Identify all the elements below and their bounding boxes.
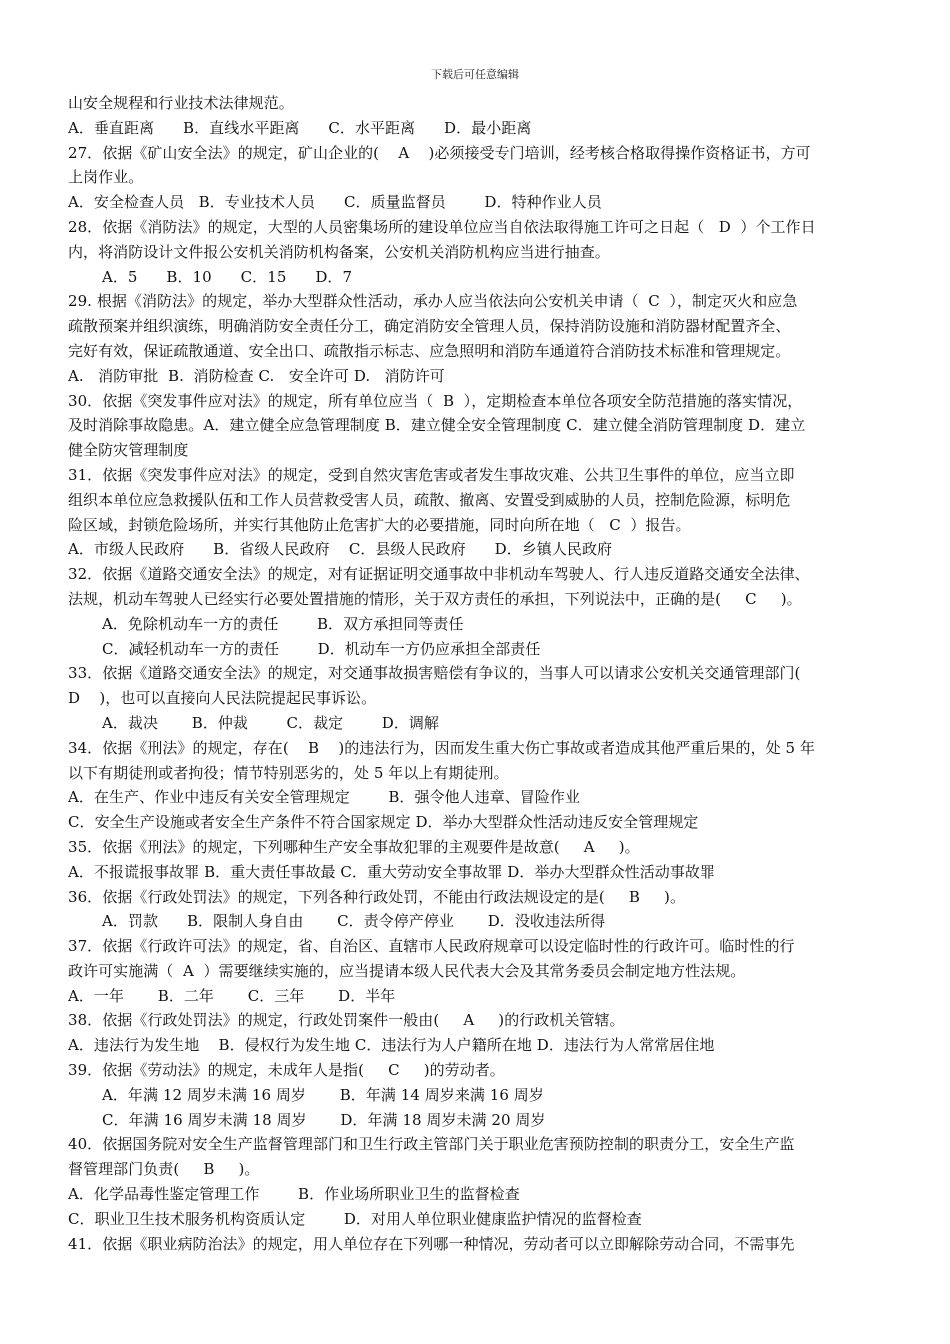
text-line: 督管理部门负责( B )。 <box>68 1160 260 1179</box>
document-body <box>68 91 890 1256</box>
text-line: A．市级人民政府 B．省级人民政府 C．县级人民政府 D．乡镇人民政府 <box>68 540 613 559</box>
text-line: 31．依据《突发事件应对法》的规定，受到自然灾害危害或者发生事故灾难、公共卫生事件的单位，应当立即 <box>68 465 795 484</box>
text-line: 及时消除事故隐患。A．建立健全应急管理制度 B．建立健全安全管理制度 C．建立健全消防管理制度 D．建立 <box>68 416 806 435</box>
text-line: 组织本单位应急救援队伍和工作人员营救受害人员，疏散、撤离、安置受到威胁的人员，控制危险源，标明危 <box>68 490 791 509</box>
text-line: 34．依据《刑法》的规定，存在( B )的违法行为，因而发生重大伤亡事故或者造成其他严重后果的，处 5 年 <box>68 738 815 757</box>
text-line: 山安全规程和行业技术法律规范。 <box>68 94 294 112</box>
text-line: 政许可实施满（ A ）需要继续实施的，应当提请本级人民代表大会及其常务委员会制定地方性法规。 <box>68 961 746 980</box>
text-line: 健全防灾管理制度 <box>68 441 189 460</box>
text-line: 28．依据《消防法》的规定，大型的人员密集场所的建设单位应当自依法取得施工许可之日起（ D ）个工作日 <box>68 217 816 236</box>
text-line: C．职业卫生技术服务机构资质认定 D．对用人单位职业健康监护情况的监督检查 <box>68 1209 642 1228</box>
text-line: A．免除机动车一方的责任 B．双方承担同等责任 <box>102 614 464 633</box>
text-line: 35．依据《刑法》的规定，下列哪种生产安全事故犯罪的主观要件是故意( A )。 <box>68 837 640 856</box>
text-line: 29. 根据《消防法》的规定，举办大型群众性活动，承办人应当依法向公安机关申请（ C ），制定灭火和应急 <box>68 292 798 311</box>
text-line: 险区域，封锁危险场所，并实行其他防止危害扩大的必要措施，同时向所在地（ C ）报告。 <box>68 515 691 534</box>
text-line: A．5 B．10 C．15 D．7 <box>102 267 353 286</box>
text-line: 27．依据《矿山安全法》的规定，矿山企业的( A )必须接受专门培训，经考核合格取得操作资格证书，方可 <box>68 143 811 162</box>
text-line: 40．依据国务院对安全生产监督管理部门和卫生行政主管部门关于职业危害预防控制的职责分工，安全生产监 <box>68 1135 795 1154</box>
text-line: 以下有期徒刑或者拘役；情节特别恶劣的，处 5 年以上有期徒刑。 <box>68 763 509 782</box>
text-line: 41．依据《职业病防治法》的规定，用人单位存在下列哪一种情况，劳动者可以立即解除劳动合同，不需事先 <box>68 1234 795 1253</box>
text-line: 上岗作业。 <box>68 168 144 187</box>
text-line: 37．依据《行政许可法》的规定，省、自治区、直辖市人民政府规章可以设定临时性的行政许可。临时性的行 <box>68 937 795 956</box>
text-line: A．违法行为发生地 B．侵权行为发生地 C．违法行为人户籍所在地 D．违法行为人常常居住地 <box>68 1036 715 1055</box>
text-line: 36．依据《行政处罚法》的规定，下列各种行政处罚，不能由行政法规设定的是( B )。 <box>68 887 685 906</box>
text-line: A．垂直距离 B．直线水平距离 C．水平距离 D．最小距离 <box>68 118 532 137</box>
text-line: 完好有效，保证疏散通道、安全出口、疏散指示标志、应急照明和消防车通道符合消防技术标准和管理规定。 <box>68 341 791 360</box>
text-line: 33．依据《道路交通安全法》的规定，对交通事故损害赔偿有争议的，当事人可以请求公安机关交通管理部门( <box>68 664 801 683</box>
text-line: A．罚款 B．限制人身自由 C．责令停产停业 D．没收违法所得 <box>102 912 606 931</box>
text-line: A．安全检查人员 B．专业技术人员 C．质量监督员 D．特种作业人员 <box>68 193 602 212</box>
text-line: 39．依据《劳动法》的规定，未成年人是指( C )的劳动者。 <box>68 1061 505 1080</box>
text-line: 疏散预案并组织演练，明确消防安全责任分工，确定消防安全管理人员，保持消防设施和消防器材配置齐全、 <box>68 317 791 336</box>
text-line: D )，也可以直接向人民法院提起民事诉讼。 <box>68 689 377 708</box>
text-line: 内，将消防设计文件报公安机关消防机构备案，公安机关消防机构应当进行抽查。 <box>68 242 610 261</box>
text-line: A．化学品毒性鉴定管理工作 B．作业场所职业卫生的监督检查 <box>68 1185 520 1204</box>
text-line: A．年满 12 周岁未满 16 周岁 B．年满 14 周岁来满 16 周岁 <box>102 1085 544 1104</box>
text-line: C．减轻机动车一方的责任 D．机动车一方仍应承担全部责任 <box>102 639 541 658</box>
text-line: C．安全生产设施或者安全生产条件不符合国家规定 D．举办大型群众性活动违反安全管理规定 <box>68 813 699 832</box>
text-line: A．裁决 B．仲裁 C．裁定 D．调解 <box>102 713 439 732</box>
text-line: 38．依据《行政处罚法》的规定，行政处罚案件一般由( A )的行政机关管辖。 <box>68 1011 625 1030</box>
page-header: 下载后可任意编辑 <box>431 68 519 81</box>
text-line: 32．依据《道路交通安全法》的规定，对有证据证明交通事故中非机动车驾驶人、行人违反道路交通安全法律、 <box>68 565 810 584</box>
text-line: A. 消防审批 B. 消防检查 C. 安全许可 D. 消防许可 <box>68 366 445 385</box>
text-line: A．在生产、作业中违反有关安全管理规定 B．强令他人违章、冒险作业 <box>68 788 581 807</box>
text-line: A．不报谎报事故罪 B．重大责任事故最 C．重大劳动安全事故罪 D．举办大型群众性活动事故罪 <box>68 862 715 881</box>
text-line: C．年满 16 周岁未满 18 周岁 D．年满 18 周岁未满 20 周岁 <box>102 1110 546 1129</box>
text-line: A．一年 B．二年 C．三年 D．半年 <box>68 986 396 1005</box>
text-line: 法规，机动车驾驶人已经实行必要处置措施的情形，关于双方责任的承担，下列说法中，正确的是( C )。 <box>68 589 802 608</box>
text-line: 30．依据《突发事件应对法》的规定，所有单位应当（ B ），定期检查本单位各项安全防范措施的落实情况， <box>68 391 803 410</box>
